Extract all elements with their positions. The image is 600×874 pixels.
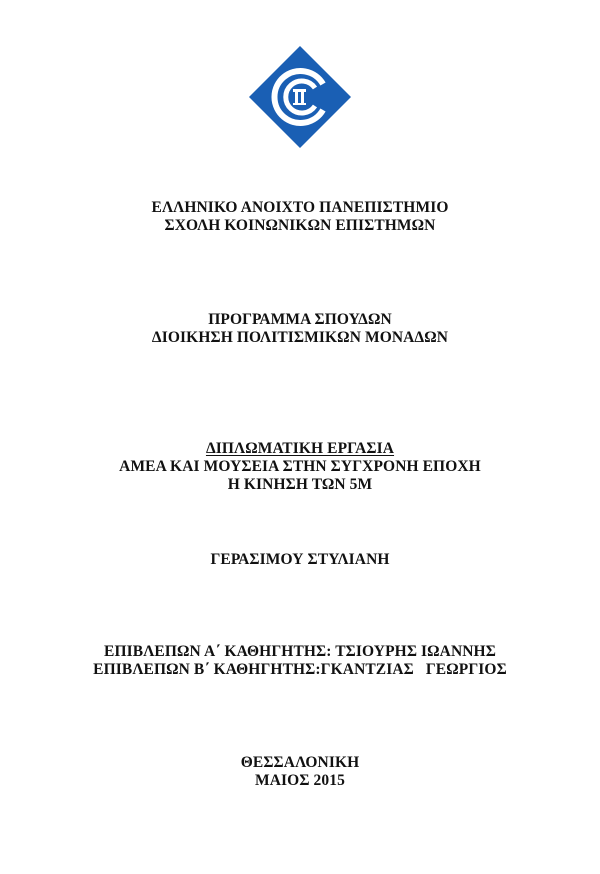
author-name: ΓΕΡΑΣΙΜΟΥ ΣΤΥΛΙΑΝΗ [210,551,390,568]
school-name: ΣΧΟΛΗ ΚΟΙΝΩΝΙΚΩΝ ΕΠΙΣΤΗΜΩΝ [164,217,436,234]
supervisor-first: ΕΠΙΒΛΕΠΩΝ Α΄ ΚΑΘΗΓΗΤΗΣ: ΤΣΙΟΥΡΗΣ ΙΩΑΝΝΗΣ [104,643,496,660]
thesis-title-line2: Η ΚΙΝΗΣΗ ΤΩΝ 5Μ [227,476,373,493]
footer-city: ΘΕΣΣΑΛΟΝΙΚΗ [240,754,360,771]
program-name: ΔΙΟΙΚΗΣΗ ΠΟΛΙΤΙΣΜΙΚΩΝ ΜΟΝΑΔΩΝ [151,329,449,346]
university-emblem-icon [247,44,353,150]
thesis-heading-text: ΔΙΠΛΩΜΑΤΙΚΗ ΕΡΓΑΣΙΑ [205,440,395,457]
university-name: ΕΛΛΗΝΙΚΟ ΑΝΟΙΧΤΟ ΠΑΝΕΠΙΣΤΗΜΙΟ [151,199,449,216]
thesis-title-line1: ΑΜΕΑ ΚΑΙ ΜΟΥΣΕΙΑ ΣΤΗΝ ΣΥΓΧΡΟΝΗ ΕΠΟΧΗ [119,458,481,475]
footer-date: ΜΑΙΟΣ 2015 [255,772,345,789]
thesis-heading [0,440,600,458]
supervisor-second: ΕΠΙΒΛΕΠΩΝ Β΄ ΚΑΘΗΓΗΤΗΣ:ΓΚΑΝΤΖΙΑΣ ΓΕΩΡΓΙΟΣ [93,661,507,678]
program-label: ΠΡΟΓΡΑΜΜΑ ΣΠΟΥΔΩΝ [208,311,392,328]
